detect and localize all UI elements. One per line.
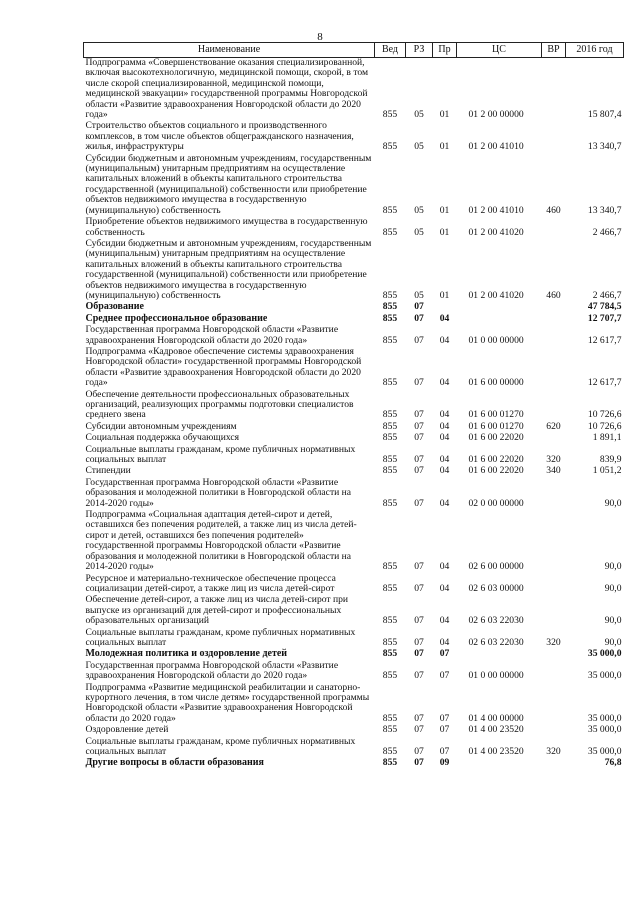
column-header-name: Наименование: [84, 43, 375, 58]
cell-vr: 320: [546, 636, 561, 648]
cell-pr: 04: [439, 454, 450, 466]
table-row: [84, 390, 624, 422]
cell-cs: [457, 758, 542, 769]
cell-ved: 855: [382, 226, 398, 238]
cell-pr: 01: [439, 289, 450, 301]
column-header-ved: Вед: [375, 43, 406, 58]
cell-vr: [542, 683, 566, 726]
table-row: [84, 58, 624, 122]
cell-ved: 855: [382, 582, 398, 594]
cell-cs: 02 0 00 00000: [468, 497, 524, 509]
cell-sum: 12 617,7: [587, 377, 622, 389]
cell-ved: 855: [382, 289, 398, 301]
table-row: [84, 510, 624, 573]
cell-name: Приобретение объектов недвижимого имущества в государственную собственность: [85, 216, 368, 238]
cell-cs: 01 6 00 01270: [468, 420, 524, 432]
cell-pr: 04: [439, 497, 450, 509]
cell-cs: 01 2 00 41020: [468, 289, 524, 301]
cell-cs: 01 6 00 01270: [468, 409, 524, 421]
cell-sum: 90,0: [604, 582, 622, 594]
cell-ved: 855: [382, 409, 398, 421]
cell-sum: 35 000,0: [587, 712, 622, 724]
cell-ved: 855: [382, 648, 398, 660]
cell-cs: 02 6 00 00000: [468, 561, 524, 573]
cell-rz: 07: [414, 409, 424, 421]
cell-rz: 07: [414, 757, 424, 769]
cell-ved: 855: [382, 746, 398, 757]
cell-rz: 07: [414, 312, 424, 324]
cell-sum: 10 726,6: [587, 420, 622, 432]
cell-rz: 07: [414, 377, 424, 389]
cell-sum: 35 000,0: [587, 746, 622, 757]
cell-pr: 04: [439, 636, 450, 648]
cell-pr: 04: [439, 615, 450, 627]
column-header-cs: ЦС: [457, 43, 542, 58]
cell-rz: 07: [414, 615, 424, 627]
cell-vr: [542, 595, 566, 627]
cell-vr: 320: [546, 454, 561, 466]
cell-vr: [542, 121, 566, 153]
cell-pr: 07: [439, 724, 450, 736]
cell-ved: 855: [382, 561, 398, 573]
table-row: [84, 325, 624, 347]
cell-sum: 35 000,0: [587, 724, 622, 736]
cell-rz: 05: [414, 141, 424, 153]
cell-vr: [542, 478, 566, 510]
cell-ved: 855: [382, 301, 398, 313]
cell-rz: 05: [414, 289, 424, 301]
cell-sum: 90,0: [604, 615, 622, 627]
cell-ved: 855: [382, 312, 398, 324]
table-row: [84, 628, 624, 650]
cell-name: Государственная программа Новгородской области «Развитие здравоохранения Новгородской области до 2020 года»: [85, 324, 339, 346]
cell-pr: 04: [439, 465, 450, 477]
cell-rz: 07: [414, 334, 424, 346]
cell-pr: 01: [439, 141, 450, 153]
cell-vr: [542, 314, 566, 325]
cell-sum: 15 807,4: [587, 109, 622, 121]
cell-rz: 07: [414, 712, 424, 724]
cell-pr: 04: [439, 409, 450, 421]
cell-name: Другие вопросы в области образования: [85, 757, 264, 769]
cell-name: Социальные выплаты гражданам, кроме публичных нормативных социальных выплат: [85, 626, 356, 648]
table-row: [84, 574, 624, 596]
cell-pr: 09: [439, 757, 450, 769]
cell-rz: 07: [414, 582, 424, 594]
cell-rz: 07: [414, 724, 424, 736]
cell-name: Субсидии бюджетным и автономным учреждениям, государственным (муниципальным) унитарным предприятиям на осуществление капитальных вложений в объекты капитального строительства государственной (муниципальной) собственности или приобретение объектов недвижимого имущества в государственную (муниципальную) собственность: [85, 152, 372, 216]
cell-rz: 07: [414, 561, 424, 573]
cell-rz: 07: [414, 420, 424, 432]
table-row: [84, 445, 624, 467]
cell-vr: [542, 347, 566, 390]
cell-name: Подпрограмма «Совершенствование оказания специализированной, включая высокотехнологичную, медицинской помощи, скорой, в том числе скорой специализированной, медицинской помощи, медицинской эвакуации» государственной программы Новгородской области «Развитие здравоохранения Новгородской области до 2020 года»: [85, 57, 369, 121]
cell-vr: [542, 433, 566, 444]
cell-sum: 12 707,7: [587, 312, 622, 324]
cell-rz: 05: [414, 109, 424, 121]
cell-sum: 1 051,2: [592, 465, 622, 477]
table-row: [84, 737, 624, 759]
cell-rz: 07: [414, 301, 424, 313]
table-row: [84, 595, 624, 627]
cell-pr: 04: [439, 432, 450, 444]
cell-ved: 855: [382, 109, 398, 121]
cell-rz: 07: [414, 497, 424, 509]
table-row: [84, 758, 624, 769]
cell-name: Социальные выплаты гражданам, кроме публичных нормативных социальных выплат: [85, 735, 356, 757]
table-row: [84, 217, 624, 239]
cell-sum: 10 726,6: [587, 409, 622, 421]
cell-ved: 855: [382, 636, 398, 648]
table-row: [84, 154, 624, 217]
cell-sum: 2 466,7: [592, 289, 622, 301]
cell-vr: [542, 661, 566, 683]
cell-pr: 04: [439, 582, 450, 594]
cell-ved: 855: [382, 724, 398, 736]
cell-ved: 855: [382, 432, 398, 444]
cell-name: Строительство объектов социального и производственного комплексов, в том числе объектов общегражданского назначения, жилья, инфраструктуры: [85, 120, 354, 153]
cell-cs: 01 0 00 00000: [468, 670, 524, 682]
cell-name: Подпрограмма «Развитие медицинской реабилитации и санаторно-курортного лечения, в том числе детям» государственной программы Новгородской области «Развитие здравоохранения Новгородской области до 2020 года»: [85, 681, 370, 724]
cell-cs: 01 6 00 22020: [468, 465, 524, 477]
page-number: 8: [317, 31, 323, 43]
column-header-sum: 2016 год: [566, 43, 624, 58]
cell-sum: 13 340,7: [587, 204, 622, 216]
table-header-row: [84, 43, 624, 58]
cell-name: Стипендии: [85, 465, 131, 477]
cell-cs: 01 6 00 22020: [468, 432, 524, 444]
cell-vr: [542, 758, 566, 769]
table-row: [84, 683, 624, 726]
cell-pr: 07: [439, 746, 450, 757]
cell-vr: [542, 325, 566, 347]
cell-vr: [542, 58, 566, 122]
cell-pr: 04: [439, 334, 450, 346]
cell-vr: [542, 725, 566, 736]
column-header-rz: РЗ: [406, 43, 433, 58]
cell-name: Социальная поддержка обучающихся: [85, 432, 240, 444]
column-header-pr: Пр: [433, 43, 457, 58]
cell-cs: 01 4 00 23520: [468, 746, 524, 757]
cell-ved: 855: [382, 141, 398, 153]
cell-ved: 855: [382, 377, 398, 389]
cell-vr: 320: [546, 746, 561, 757]
cell-sum: 47 784,5: [587, 301, 622, 313]
cell-pr: 04: [439, 312, 450, 324]
cell-name: Образование: [85, 301, 144, 313]
cell-ved: 855: [382, 757, 398, 769]
cell-name: Обеспечение детей-сирот, а также лиц из числа детей-сирот при выпуске из организаций для детей-сирот и профессиональных образовательных организаций: [85, 594, 349, 627]
table-row: [84, 661, 624, 683]
cell-rz: 07: [414, 670, 424, 682]
cell-vr: 340: [546, 465, 561, 477]
cell-sum: 90,0: [604, 636, 622, 648]
cell-vr: [542, 574, 566, 596]
cell-ved: 855: [382, 670, 398, 682]
cell-cs: 01 2 00 41010: [468, 141, 524, 153]
cell-cs: [457, 314, 542, 325]
cell-pr: 04: [439, 377, 450, 389]
cell-cs: 01 0 00 00000: [468, 334, 524, 346]
cell-name: Среднее профессиональное образование: [85, 312, 268, 324]
cell-sum: 76,8: [604, 757, 622, 769]
cell-rz: 05: [414, 204, 424, 216]
cell-sum: 13 340,7: [587, 141, 622, 153]
table-row: [84, 478, 624, 510]
cell-name: Субсидии бюджетным и автономным учреждениям, государственным (муниципальным) унитарным предприятиям на осуществление капитальных вложений в объекты капитального строительства государственной (муниципальной) собственности или приобретение объектов недвижимого имущества в государственную (муниципальную) собственность: [85, 237, 372, 301]
cell-pr: 07: [439, 712, 450, 724]
cell-pr: 07: [439, 648, 450, 660]
cell-name: Подпрограмма «Социальная адаптация детей-сирот и детей, оставшихся без попечения родителей, а также лиц из числа детей-сирот и детей, оставшихся без попечения родителей» государственной программы Новгородской области «Развитие образования и молодежной политики в Новгородской области на 2014-2020 годы»: [85, 509, 357, 573]
cell-pr: 01: [439, 204, 450, 216]
table-body: [84, 58, 624, 770]
cell-ved: 855: [382, 615, 398, 627]
cell-sum: 90,0: [604, 497, 622, 509]
cell-cs: 01 2 00 00000: [468, 109, 524, 121]
cell-name: Подпрограмма «Кадровое обеспечение системы здравоохранения Новгородской области» государственной программы Новгородской области «Развитие здравоохранения Новгородской области до 2020 года»: [85, 345, 362, 389]
cell-rz: 07: [414, 432, 424, 444]
column-header-vr: ВР: [542, 43, 566, 58]
cell-vr: [542, 510, 566, 573]
cell-sum: 35 000,0: [587, 648, 622, 660]
cell-cs: 01 6 00 22020: [468, 454, 524, 466]
cell-cs: 01 4 00 23520: [468, 724, 524, 736]
cell-rz: 07: [414, 636, 424, 648]
cell-rz: 07: [414, 465, 424, 477]
cell-name: Субсидии автономным учреждениям: [85, 420, 237, 432]
table-row: [84, 121, 624, 153]
cell-vr: 620: [546, 420, 561, 432]
table-row: [84, 239, 624, 302]
cell-pr: 04: [439, 420, 450, 432]
cell-ved: 855: [382, 465, 398, 477]
cell-cs: 02 6 03 00000: [468, 582, 524, 594]
cell-cs: [457, 302, 542, 313]
cell-cs: 01 4 00 00000: [468, 712, 524, 724]
cell-sum: 35 000,0: [587, 670, 622, 682]
cell-ved: 855: [382, 420, 398, 432]
cell-ved: 855: [382, 712, 398, 724]
cell-rz: 07: [414, 648, 424, 660]
cell-sum: 90,0: [604, 561, 622, 573]
cell-sum: 2 466,7: [592, 226, 622, 238]
cell-cs: 02 6 03 22030: [468, 615, 524, 627]
cell-vr: [542, 390, 566, 422]
cell-name: Оздоровление детей: [85, 724, 169, 736]
cell-rz: 07: [414, 454, 424, 466]
cell-vr: 460: [546, 204, 561, 216]
cell-ved: 855: [382, 334, 398, 346]
cell-pr: 04: [439, 561, 450, 573]
cell-rz: 07: [414, 746, 424, 757]
cell-ved: 855: [382, 204, 398, 216]
cell-vr: 460: [546, 289, 561, 301]
cell-name: Молодежная политика и оздоровление детей: [85, 648, 288, 660]
cell-sum: 839,9: [599, 454, 622, 466]
cell-cs: 01 2 00 41020: [468, 226, 524, 238]
table-row: [84, 347, 624, 390]
cell-pr: 01: [439, 226, 450, 238]
cell-vr: [542, 217, 566, 239]
cell-sum: 12 617,7: [587, 334, 622, 346]
cell-name: Государственная программа Новгородской области «Развитие здравоохранения Новгородской области до 2020 года»: [85, 659, 339, 682]
cell-name: Ресурсное и материально-техническое обеспечение процесса социализации детей-сирот, а также лиц из числа детей-сирот: [85, 572, 336, 594]
cell-name: Социальные выплаты гражданам, кроме публичных нормативных социальных выплат: [85, 443, 356, 466]
cell-name: Обеспечение деятельности профессиональных образовательных организаций, реализующих программы подготовки специалистов среднего звена: [85, 388, 354, 421]
cell-rz: 05: [414, 226, 424, 238]
cell-pr: 01: [439, 109, 450, 121]
cell-cs: 01 6 00 00000: [468, 377, 524, 389]
cell-cs: 01 2 00 41010: [468, 204, 524, 216]
cell-vr: [542, 302, 566, 313]
cell-cs: 02 6 03 22030: [468, 636, 524, 648]
cell-ved: 855: [382, 454, 398, 466]
table-row: [84, 725, 624, 736]
cell-vr: [542, 649, 566, 660]
cell-cs: [457, 649, 542, 660]
cell-pr: 07: [439, 670, 450, 682]
cell-ved: 855: [382, 497, 398, 509]
cell-sum: 1 891,1: [592, 432, 622, 444]
table-row: [84, 433, 624, 444]
cell-name: Государственная программа Новгородской области «Развитие образования и молодежной политики в Новгородской области на 2014-2020 годы»: [85, 476, 352, 509]
budget-table: [83, 42, 624, 770]
